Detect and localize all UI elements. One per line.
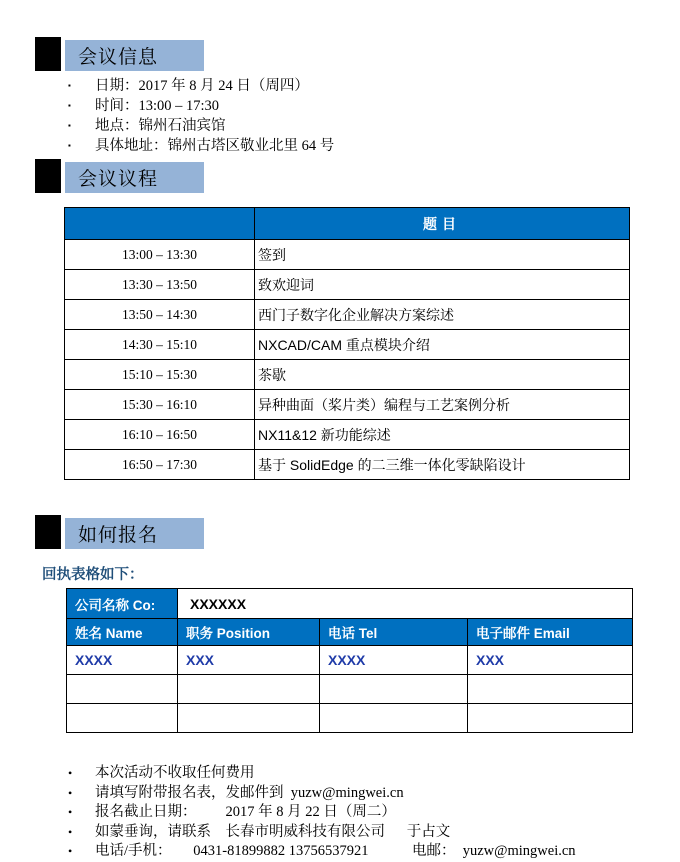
footer-note-text: 如蒙垂询，请联系 长春市明威科技有限公司 于占文 xyxy=(95,823,451,840)
bullet-dot-icon: • xyxy=(68,785,73,800)
agenda-time-cell: 13:50 – 14:30 xyxy=(65,300,255,330)
email-value-cell xyxy=(468,704,633,733)
bullet-square-icon: ▪ xyxy=(68,141,71,150)
bullet-square-icon: ▪ xyxy=(68,101,71,110)
section-header-signup xyxy=(35,515,680,549)
registration-table xyxy=(66,588,633,733)
agenda-row xyxy=(65,270,630,300)
agenda-row xyxy=(65,360,630,390)
bullet-dot-icon: • xyxy=(68,844,73,858)
black-square-decoration xyxy=(35,515,61,549)
agenda-topic-cell: NXCAD/CAM 重点模块介绍 xyxy=(255,330,630,360)
section-header-agenda xyxy=(35,159,680,193)
meeting-info-list xyxy=(68,76,680,156)
meeting-info-text: 日期：2017 年 8 月 24 日（周四） xyxy=(95,78,309,94)
footer-note-text: 电话/手机： 0431-81899882 13756537921 电邮： yuzw@mingwei.cn xyxy=(95,843,576,859)
meeting-info-item xyxy=(68,76,680,96)
agenda-time-cell: 15:30 – 16:10 xyxy=(65,390,255,420)
agenda-topic-cell: 异种曲面（桨片类）编程与工艺案例分析 xyxy=(255,390,630,420)
agenda-topic-cell: 西门子数字化企业解决方案综述 xyxy=(255,300,630,330)
footer-notes-list xyxy=(68,764,680,862)
bullet-dot-icon: • xyxy=(68,805,73,819)
registration-table-head-rows xyxy=(67,589,633,646)
black-square-decoration xyxy=(35,37,61,71)
footer-note-item xyxy=(68,764,680,784)
agenda-topic-header-cell: 题目 xyxy=(255,208,630,240)
meeting-info-text: 具体地址：锦州古塔区敬业北里 64 号 xyxy=(95,138,335,154)
tel-value-cell xyxy=(320,675,468,704)
footer-note-item xyxy=(68,784,680,804)
name-value-cell xyxy=(67,675,178,704)
agenda-table-body xyxy=(65,240,630,480)
agenda-row xyxy=(65,330,630,360)
column-header-position: 职务 Position xyxy=(178,619,320,646)
agenda-time-header-cell xyxy=(65,208,255,240)
position-value-cell xyxy=(178,704,320,733)
registration-table-body xyxy=(67,646,633,733)
agenda-time-cell: 16:50 – 17:30 xyxy=(65,450,255,480)
meeting-info-text: 时间：13:00 – 17:30 xyxy=(95,98,220,114)
bullet-dot-icon: • xyxy=(68,766,73,780)
registration-data-row xyxy=(67,675,633,704)
agenda-topic-cell: 致欢迎词 xyxy=(255,270,630,300)
agenda-topic-cell: 茶歇 xyxy=(255,360,630,390)
column-header-email: 电子邮件 Email xyxy=(468,619,633,646)
agenda-row xyxy=(65,240,630,270)
meeting-info-item xyxy=(68,136,680,156)
company-row xyxy=(67,589,633,619)
registration-header-row xyxy=(67,619,633,646)
agenda-header-row xyxy=(65,208,630,240)
agenda-row xyxy=(65,450,630,480)
meeting-info-text: 地点：锦州石油宾馆 xyxy=(95,118,226,134)
registration-data-row xyxy=(67,704,633,733)
form-intro-label: 回执表格如下： xyxy=(42,567,144,583)
company-label-cell: 公司名称 Co: xyxy=(67,589,178,619)
section-title-agenda: 会议议程 xyxy=(65,162,204,193)
position-value-cell xyxy=(178,675,320,704)
agenda-topic-cell: 签到 xyxy=(255,240,630,270)
tel-value-cell xyxy=(320,704,468,733)
footer-note-text: 报名截止日期： 2017 年 8 月 22 日（周二） xyxy=(95,804,396,820)
tel-value-cell: XXXX xyxy=(320,646,468,675)
email-value-cell xyxy=(468,675,633,704)
email-value-cell: XXX xyxy=(468,646,633,675)
section-header-meeting-info xyxy=(35,37,680,71)
footer-note-text: 本次活动不收取任何费用 xyxy=(95,765,255,781)
agenda-topic-cell: 基于 SolidEdge 的二三维一体化零缺陷设计 xyxy=(255,450,630,480)
agenda-table xyxy=(64,207,630,480)
agenda-time-cell: 15:10 – 15:30 xyxy=(65,360,255,390)
footer-note-item xyxy=(68,823,680,843)
bullet-square-icon: ▪ xyxy=(68,121,71,130)
position-value-cell: XXX xyxy=(178,646,320,675)
footer-note-item xyxy=(68,803,680,823)
section-title-meeting-info: 会议信息 xyxy=(65,40,204,71)
agenda-row xyxy=(65,390,630,420)
column-header-name: 姓名 Name xyxy=(67,619,178,646)
footer-note-text: 请填写附带报名表，发邮件到 yuzw@mingwei.cn xyxy=(95,784,404,801)
column-header-tel: 电话 Tel xyxy=(320,619,468,646)
agenda-time-cell: 13:00 – 13:30 xyxy=(65,240,255,270)
name-value-cell: XXXX xyxy=(67,646,178,675)
black-square-decoration xyxy=(35,159,61,193)
footer-note-item xyxy=(68,842,680,862)
agenda-topic-cell: NX11&12 新功能综述 xyxy=(255,420,630,450)
bullet-square-icon: ▪ xyxy=(68,81,71,90)
meeting-info-item xyxy=(68,116,680,136)
bullet-dot-icon: • xyxy=(68,824,73,839)
section-title-signup: 如何报名 xyxy=(65,518,204,549)
agenda-time-cell: 14:30 – 15:10 xyxy=(65,330,255,360)
agenda-row xyxy=(65,420,630,450)
agenda-time-cell: 16:10 – 16:50 xyxy=(65,420,255,450)
meeting-info-item xyxy=(68,96,680,116)
agenda-time-cell: 13:30 – 13:50 xyxy=(65,270,255,300)
company-value-cell: XXXXXX xyxy=(178,589,633,619)
registration-data-row xyxy=(67,646,633,675)
agenda-row xyxy=(65,300,630,330)
name-value-cell xyxy=(67,704,178,733)
